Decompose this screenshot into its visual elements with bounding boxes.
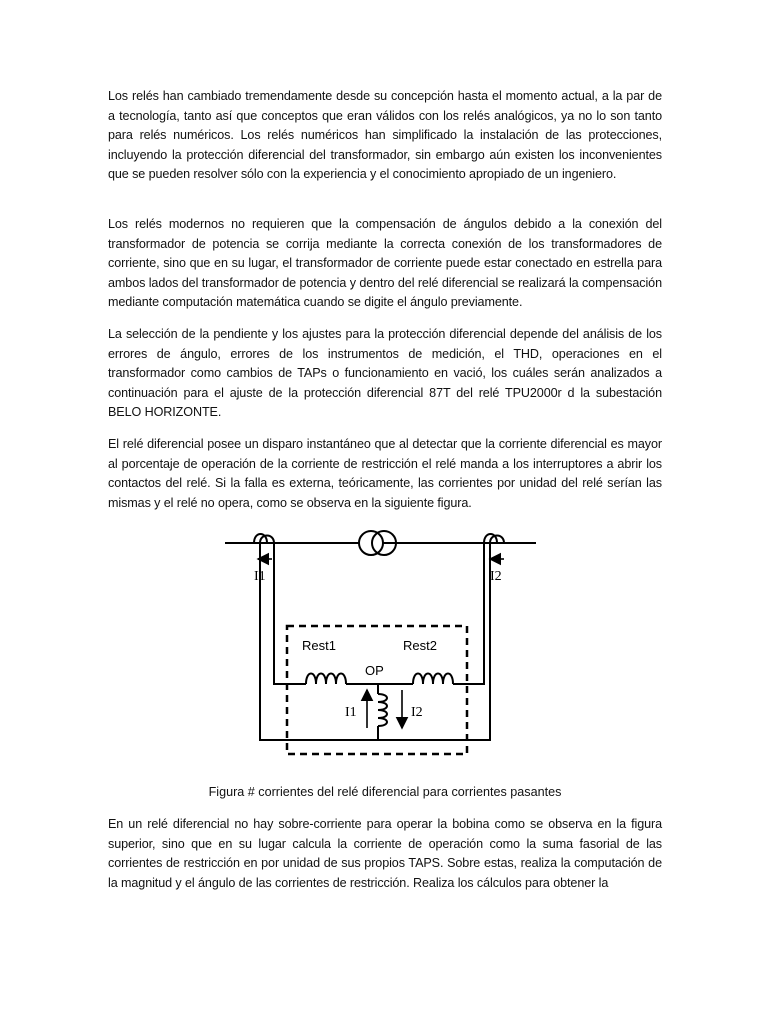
- label-rest2: Rest2: [403, 638, 437, 653]
- figure-caption: Figura # corrientes del relé diferencial para corrientes pasantes: [208, 785, 562, 799]
- wire-left-inner: [274, 543, 306, 684]
- paragraph-2-text: Los relés modernos no requieren que la compensación de ángulos debido a la conexión del transformador de potencia se corrija mediante la correcta conexión de los transformadores de corriente, sino que en su lugar, el transformador de corriente puede estar conectado en estrella para ambos lados del transformador de potencia y dentro del relé diferencial se realizará la compensación mediante computación matemática cuando se digite el ángulo previamente.: [108, 217, 662, 310]
- rest2-coil: [413, 674, 453, 685]
- paragraph-3: [108, 325, 662, 423]
- wire-outer: [260, 543, 490, 740]
- wire-right-inner: [453, 543, 484, 684]
- paragraph-2: [108, 215, 662, 313]
- circuit-diagram: [220, 524, 550, 764]
- label-i2-op: I2: [411, 705, 423, 720]
- paragraph-5-text: En un relé diferencial no hay sobre-corriente para operar la bobina como se observa en la figura superior, sino que en su lugar calcula la corriente de operación como la suma fasorial de las corrientes de restricción en por unidad de sus propios TAPS. Sobre estas, realiza la computación de la magnitud y el ángulo de las corrientes de restricción. Realiza los cálculos para obtener la: [108, 817, 662, 890]
- paragraph-5: [108, 815, 662, 893]
- paragraph-3-text: La selección de la pendiente y los ajustes para la protección diferencial depende del análisis de los errores de ángulo, errores de los instrumentos de medición, el THD, operaciones en el transformador como cambios de TAPs o funcionamiento en vació, los cuáles serán analizados a continuación para el ajuste de la protección diferencial 87T del relé TPU2000r d la subestación BELO HORIZONTE.: [108, 327, 662, 420]
- differential-relay-figure: [220, 524, 550, 764]
- label-rest1: Rest1: [302, 638, 336, 653]
- paragraph-1-text: Los relés han cambiado tremendamente desde su concepción hasta el momento actual, a la par de a tecnología, tanto así que conceptos que eran válidos con los relés analógicos, ya no lo son tanto para relés numéricos. Los relés numéricos han simplificado la instalación de las protecciones, incluyendo la protección diferencial del transformador, sin embargo aún existen los inconvenientes que se pueden resolver sólo con la experiencia y el conocimiento apropiado de un ingeniero.: [108, 89, 662, 182]
- paragraph-1: [108, 87, 662, 185]
- label-i1-op: I1: [345, 705, 357, 720]
- label-op: OP: [365, 663, 384, 678]
- rest1-coil: [306, 674, 346, 685]
- paragraph-4: [108, 435, 662, 513]
- label-i1-left: I1: [254, 569, 266, 584]
- paragraph-4-text: El relé diferencial posee un disparo instantáneo que al detectar que la corriente diferencial es mayor al porcentaje de operación de la corriente de restricción el relé manda a los interruptores a abrir los contactos del relé. Si la falla es externa, teóricamente, las corrientes por unidad del relé serían las mismas y el relé no opera, como se observa en la siguiente figura.: [108, 437, 662, 510]
- label-i2-right: I2: [490, 569, 502, 584]
- op-coil: [378, 694, 387, 726]
